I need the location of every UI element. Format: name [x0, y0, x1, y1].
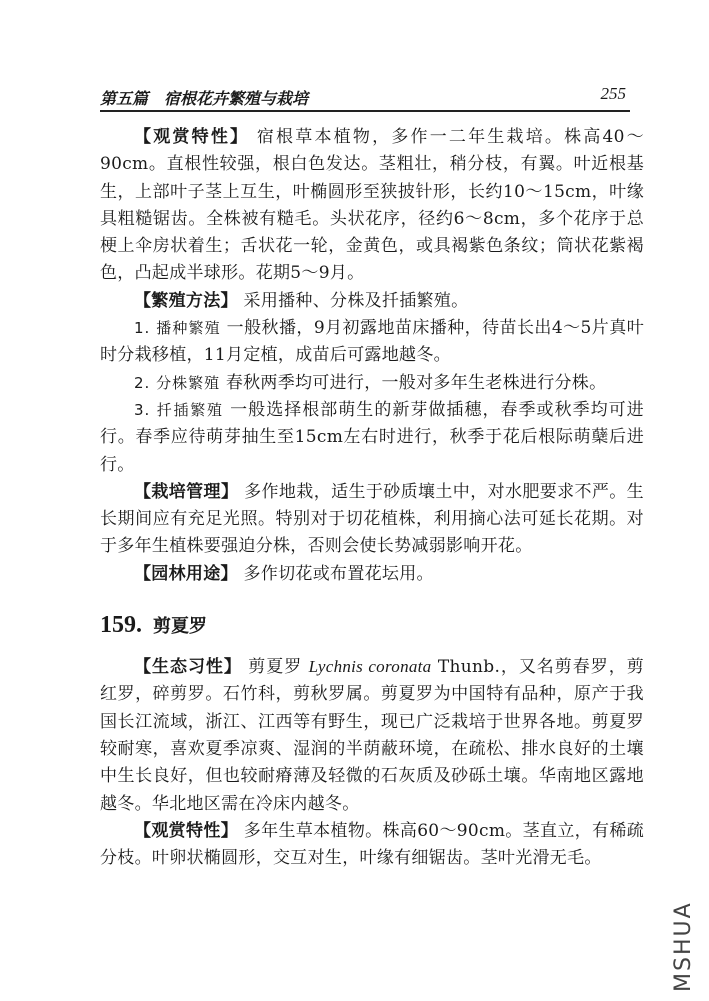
cultivation-paragraph	[100, 479, 644, 561]
method-division-text: 春秋两季均可进行，一般对多年生老株进行分株。	[225, 372, 607, 393]
method-sowing-paragraph	[100, 315, 644, 370]
section-name: 剪夏罗	[152, 616, 207, 638]
watermark: MSHUA	[671, 901, 696, 992]
ornamental-text-159: 多年生草本植物。株高60～90cm。茎直立，有稀疏分枝。叶卵状椭圆形，交互对生，叶缘有细锯齿。茎叶光滑无毛。	[100, 820, 644, 869]
ornamental-text: 宿根草本植物，多作一二年生栽培。株高40～90cm。直根性较强，根白色发达。茎粗壮，稍分枝，有翼。叶近根基生，上部叶子茎上互生，叶椭圆形至狭披针形，长约10～15cm，叶缘具粗糙锯齿。全株被有糙毛。头状花序，径约6～8cm，多个花序于总梗上伞房状着生；舌状花一轮，金黄色，或具褐紫色条纹；筒状花紫褐色，凸起成半球形。花期5～9月。	[100, 127, 644, 284]
ornamental-paragraph	[100, 124, 644, 288]
garden-use-label: 【园林用途】	[134, 563, 238, 584]
ecology-text-b: Thunb.，又名剪春罗，剪红罗，碎剪罗。石竹科，剪秋罗属。剪夏罗为中国特有品种，原产于我国长江流域，浙江、江西等有野生，现已广泛栽培于世界各地。剪夏罗较耐寒，喜欢夏季凉爽、湿润的半荫蔽环境，在疏松、排水良好的土壤中生长良好，但也较耐瘠薄及轻微的石灰质及砂砾土壤。华南地区露地越冬。华北地区需在冷床内越冬。	[100, 657, 644, 814]
section-heading	[100, 612, 644, 639]
propagation-text: 采用播种、分株及扦插繁殖。	[243, 290, 469, 311]
ornamental-label: 【观赏特性】	[134, 127, 250, 147]
propagation-label: 【繁殖方法】	[134, 290, 238, 311]
method-division-paragraph	[100, 370, 644, 397]
method-cutting-label: 3. 扦插繁殖	[134, 400, 224, 419]
ecology-label: 【生态习性】	[134, 657, 242, 678]
propagation-paragraph	[100, 288, 644, 315]
cultivation-text: 多作地栽，适生于砂质壤土中，对水肥要求不严。生长期间应有充足光照。特别对于切花植株，利用摘心法可延长花期。对于多年生植株要强迫分株，否则会使长势减弱影响开花。	[100, 481, 644, 557]
method-cutting-text: 一般选择根部萌生的新芽做插穗，春季或秋季均可进行。春季应待萌芽抽生至15cm左右时进行，秋季于花后根际萌蘖后进行。	[100, 399, 644, 475]
ecology-latin-name: Lychnis coronata	[308, 657, 432, 677]
ecology-paragraph	[100, 653, 644, 818]
page-number: 255	[600, 84, 626, 103]
garden-use-text: 多作切花或布置花坛用。	[243, 563, 434, 584]
chapter-title: 第五篇 宿根花卉繁殖与栽培	[100, 89, 309, 108]
section-number: 159.	[100, 612, 142, 639]
ecology-text-a: 剪夏罗	[248, 657, 303, 678]
cultivation-label: 【栽培管理】	[134, 481, 239, 502]
method-division-label: 2. 分株繁殖	[134, 373, 221, 392]
garden-use-paragraph	[100, 561, 644, 588]
method-sowing-text: 一般秋播，9月初露地苗床播种，待苗长出4～5片真叶时分栽移植，11月定植，成苗后可露地越冬。	[100, 318, 644, 366]
ornamental-paragraph-159	[100, 818, 644, 873]
method-sowing-label: 1. 播种繁殖	[134, 319, 221, 338]
ornamental-label-159: 【观赏特性】	[134, 820, 239, 841]
page-body	[100, 124, 644, 872]
running-header	[100, 84, 630, 112]
method-cutting-paragraph	[100, 397, 644, 479]
